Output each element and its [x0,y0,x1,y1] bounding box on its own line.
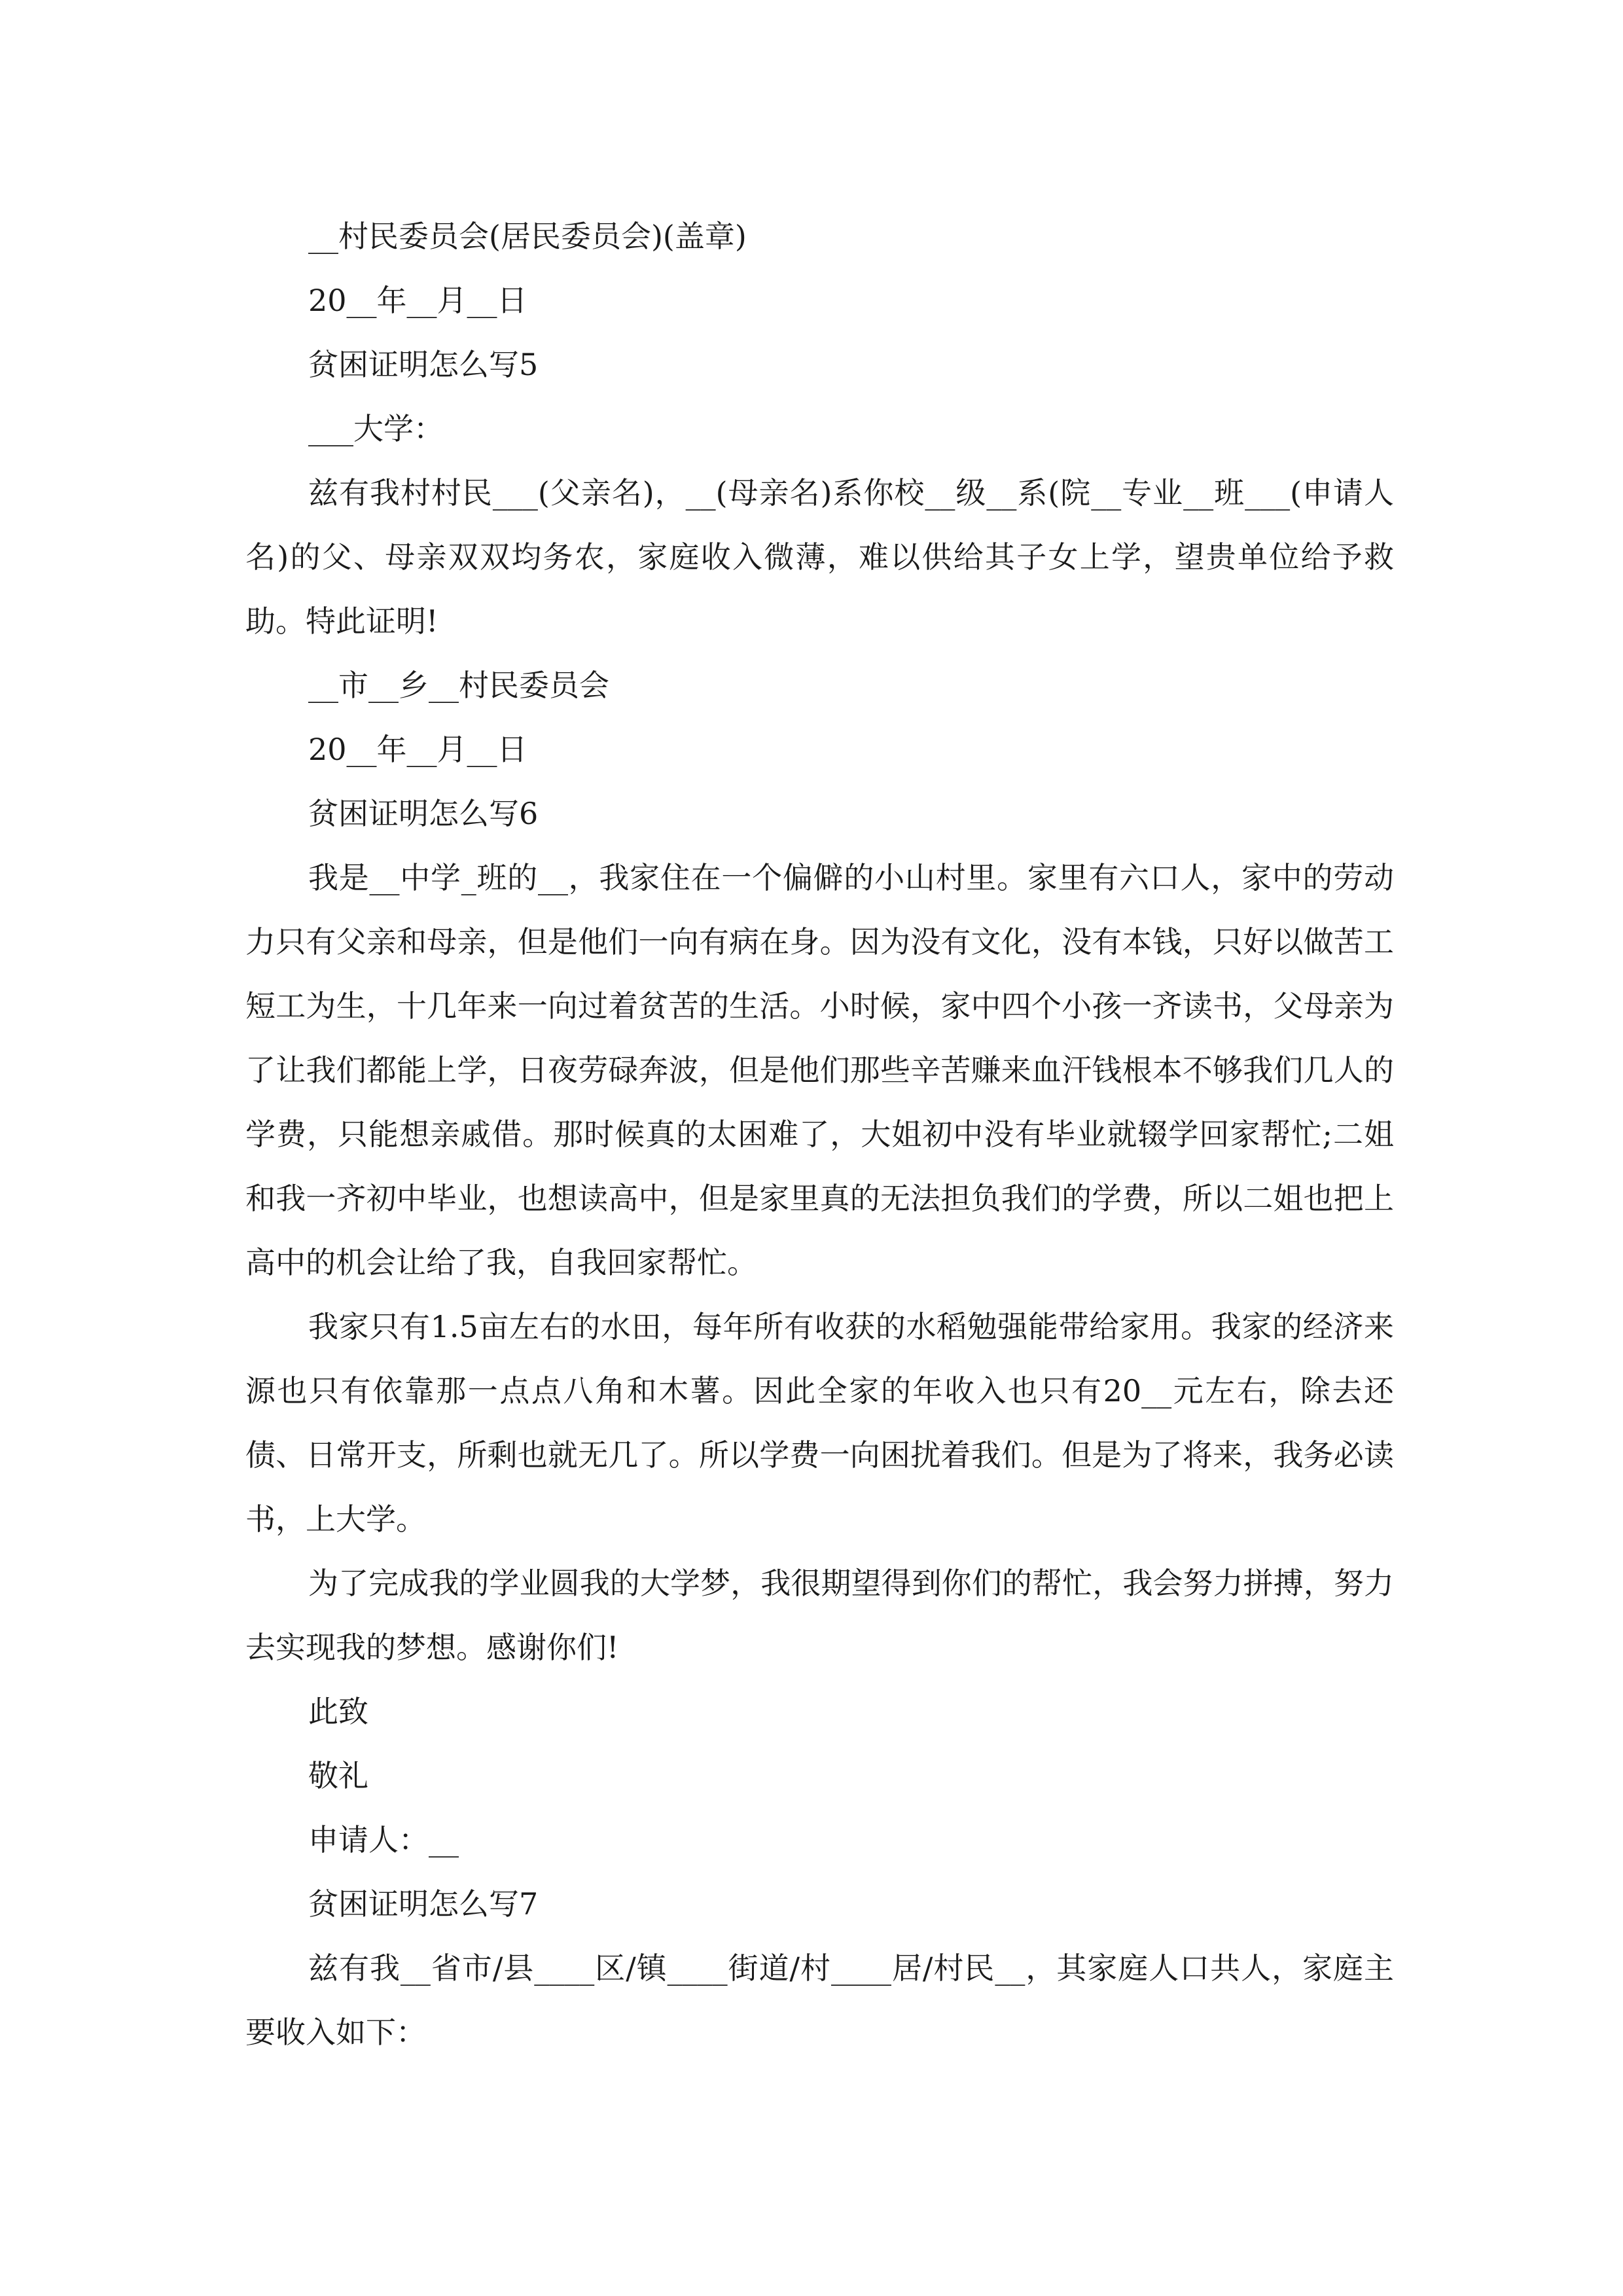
signature-line: __市__乡__村民委员会 [308,668,609,703]
closing-line: 此致 [308,1694,368,1729]
section-heading: 贫困证明怎么写7 [308,1886,539,1922]
body-paragraph: 兹有我村村民___(父亲名)，__(母亲名)系你校__级__系(院__专业__班___(申请人名)的父、母亲双双均务农，家庭收入微薄，难以供给其子女上学，望贵单位给予救助。特此证明! [245,475,1394,639]
section-heading: 贫困证明怎么写5 [308,347,539,382]
body-paragraph: 我是__中学_班的__，我家住在一个偏僻的小山村里。家里有六口人，家中的劳动力只有父亲和母亲，但是他们一向有病在身。因为没有文化，没有本钱，只好以做苦工短工为生，十几年来一向过着贫苦的生活。小时候，家中四个小孩一齐读书，父母亲为了让我们都能上学，日夜劳碌奔波，但是他们那些辛苦赚来血汗钱根本不够我们几人的学费，只能想亲戚借。那时候真的太困难了，大姐初中没有毕业就辍学回家帮忙;二姐和我一齐初中毕业，也想读高中，但是家里真的无法担负我们的学费，所以二姐也把上高中的机会让给了我，自我回家帮忙。 [245,860,1394,1280]
date-line: 20__年__月__日 [308,732,527,767]
salutation: ___大学： [308,411,444,446]
date-line: 20__年__月__日 [308,283,527,318]
body-paragraph: 我家只有1.5亩左右的水田，每年所有收获的水稻勉强能带给家用。我家的经济来源也只有依靠那一点点八角和木薯。因此全家的年收入也只有20__元左右，除去还债、日常开支，所剩也就无几了。所以学费一向困扰着我们。但是为了将来，我务必读书，上大学。 [245,1309,1394,1537]
document-body [245,204,1394,2064]
body-paragraph: 兹有我__省市/县____区/镇____街道/村____居/村民__，其家庭人口共人，家庭主要收入如下： [245,1950,1394,2050]
body-paragraph: 为了完成我的学业圆我的大学梦，我很期望得到你们的帮忙，我会努力拼搏，努力去实现我的梦想。感谢你们! [245,1566,1394,1665]
section-heading: 贫困证明怎么写6 [308,796,539,831]
closing-line: 敬礼 [308,1758,368,1793]
applicant-line: 申请人：__ [308,1822,459,1857]
committee-seal-line: __村民委员会(居民委员会)(盖章) [308,219,747,254]
